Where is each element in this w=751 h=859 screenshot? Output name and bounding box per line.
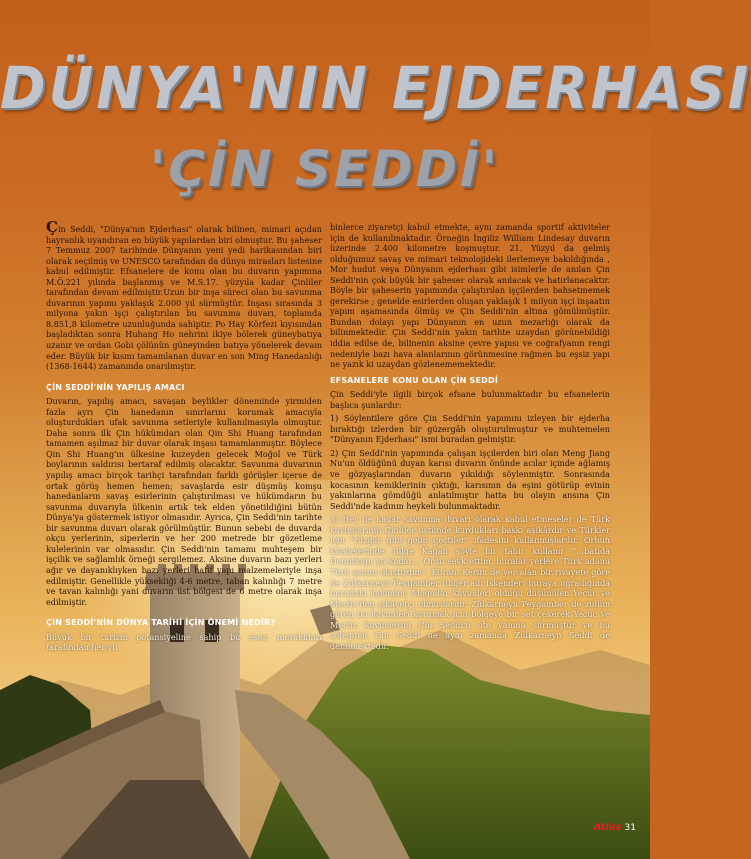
legends-intro: Çin Seddi'yle ilgili birçok efsane bulunmaktadır bu efsanelerin başlıca şunlardır: <box>330 389 610 410</box>
section-heading-legends: EFSANELERE KONU OLAN ÇİN SEDDİ <box>330 375 499 385</box>
magazine-logo: Atlas <box>593 822 622 833</box>
title-line-1: DÜNYA'NIN EJDERHASI <box>0 54 751 122</box>
page-number: 31 <box>624 823 636 833</box>
title-line-2: 'ÇİN SEDDİ' <box>150 140 500 198</box>
left-column <box>46 218 322 656</box>
dropcap: Ç <box>46 218 58 236</box>
legend-item-2: 2) Çin Seddi'nin yapımında çalışan işçilerden biri olan Meng Jiang Nu'un öldüğünü duyan karısı duvarın önünde acılar içinde ağlamış ve gözyaşlarından duvarın yıkıldığı söylenmiştir. Sonrasında kocasının kemiklerinin çıktığı, karısının da eşini götürüp evinin yakınlarına gömdüğü anlatılmıştır hatta bu olayın ansına Çin Seddi'nde kadının heykeli bulunmaktadır. <box>330 447 610 511</box>
legend-item-3: 3) Her ne kadar savunma duvarı olarak kabul etmeseler de Türk kavimlerinin Çinliler üstünde kurdukları baskı aşikârdır ve Türkler için "rüzgâr gibi gelip geçtiler" ifadesini kullanmışlardır. Orhun kitabelerinde Bilge Kağan şöyle bir tabir kullanır "…batıda Demirkapı ya kadar… Ordu sevk ettim, buralar yerlere Türk adamı Türk şanını ulaştırdım". Kuranı Kerim de yer alan bir rivayete göre de Zülkarneyn Peygamber (diğer adı İskender) buraya uğradığında buradaki kavimler, Moğollar kavimleri olduğu düşünülen Yecüc ve Mecüc'den şikâyetçi olmuşlardır. Zülkarneyn Peygamber de zulüm gören bu kavimleri korumak için bölgeye bir set çekerek Yecüc ve Mecüc kavimlerini Çin Seddi'n öte yanına sürmüştür ve bu sebepten Çin Seddi ne aynı zamanda Zülkarneyn Seddi de denilmektedir. <box>330 514 610 651</box>
section-heading-importance: ÇİN SEDDİ'NİN DÜNYA TARİHİ İÇİN ÖNEMİ NEDİR? <box>46 618 276 628</box>
legend-item-1: 1) Söylentilere göre Çin Seddi'nin yapımını izleyen bir ejderha bıraktığı izlerden bir güzergâh oluşturulmuştur ve muhtemelen "Dünyanın Ejderhası" ismi buradan gelmiştir. <box>330 413 610 445</box>
purpose-paragraph: Duvarın, yapılış amacı, savaşan beylikler döneminde yirmiden fazla ayrı Çin hanedanın sınırlarını korumak amacıyla oluşturdukları ufak savunma setleriyle kullanılmasıyla olmuştur. Daha sonra ilk Çin hükümdarı olan Qin Shi Huang tarafından tamamen aşılmaz bir duvar olarak inşası tamamlanmıştır. Böylece Qin Shi Huang'ın ülkesine kuzeyden gelecek Moğol ve Türk boylarının saldırısı bertaraf edilmiş olacaktır. Savunma duvarının yapılış amacı birçok tarihçi tarafından farklı görüşler içerse de ortak görüş hemen hemen; savaşlarda esir düşmüş komşu hanedanların savaş esirlerinin çalıştırılması ve hükümdarın bu savunma duvarıyla ülkenin artık tek elden yönetildiğini bütün Dünya'ya göstermek istiyor olmasıdır. Ayrıca, Çin Seddi'nin tarihte bir savunma duvarı olarak görülmüştür. Bunun sebebi de duvarda okçu yerlerinin, siperlerin ve her 200 metrede bir gözetleme kulelerinin var olmasıdır. Çin Seddi'nin tamamı muhteşem bir işçilik ve sağlamlık örneği sergilemez. Aksine duvarın bazı yerleri ağır ve dayanıklıyken bazı yerleri hafif yapı malzemeleriyle inşa edilmiştir. Genellikle yüksekliği 4-6 metre, taban kalınlığı 7 metre ve tavan kalınlığı yani duvarın üst bölgesi de 6 metre olarak inşa edilmiştir. <box>46 396 322 607</box>
intro-text: in Seddi, "Dünya'nın Ejderhası" olarak bilinen, mimari açıdan hayranlık uyandıran en büyük yapılardan biri olmuştur. Bu şaheser 7 Temmuz 2007 tarihinde Dünyanın yeni yedi harikasından biri olarak seçilmiş ve UNESCO tarafından da dünya mirasları listesine kabul edilmiştir. Efsanelere de konu olan bu duvarın yapımına M.Ö.221 yılında başlanmış ve M.S.17. yüzyıla kadar Çinliler tarafından devam edilmiştir.Uzun bir inşa süreci olan bu savunma duvarının yapımı yaklaşık 2.000 yıl sürmüştür. İnşası sırasında 3 milyona yakın işçi çalıştırılan bu savunma duvarı, toplamda 8.851,8 kilometre uzunluğunda sahiptir. Po Hay Körfezi kıyısından başladıktan sonra Huhang Ho nehrini ikiye bölerek güneybatıya uzanır ve ordan Gobi çölünün güneyinden batıya yönelerek devam eder. Büyük bir kısmı tamamlanan duvar en son Ming Hanedanlığı (1368-1644) zamanında onarılmıştır. <box>46 224 322 372</box>
intro-paragraph <box>46 218 322 372</box>
importance-paragraph: Büyük bir turizm potansiyeline sahip bu eser, meraklıları tarafından her yıl <box>46 631 322 653</box>
section-heading-purpose: ÇİN SEDDİ'NİN YAPILIŞ AMACI <box>46 382 185 392</box>
page-footer <box>594 822 636 833</box>
tourism-paragraph: binlerce ziyaretçi kabul etmekte, aynı zamanda sportif aktiviteler için de kullanılmaktadır. Örneğin İngiliz William Lindesay duvarın üzerinde 2.400 kilometre koşmuştur. 21. Yüzyıl da gelmiş olduğumuz savaş ve mimari teknolojideki ilerlemeye bakıldığında , Mor hudut veya Dünyanın ejderhası gibi isimlerle de anılan Çin Seddi'nin çok büyük bir şaheser olarak anılacak ve hatırlanacaktır. Böyle bir şaheserin yapımında çalıştırılan işçilerden bahsetmemek gerekirse ; genelde esirlerden oluşan yaklaşık 1 milyon işçi inşaatın yapım aşamasında ölmüş ve Çin Seddi'nin altına gömülmüştür. Bundan dolayı yapı Dünyanın en uzun mezarlığı olarak da bilinmektedir. Çin Seddi'nin yakın tarihte uzaydan görünebildiği iddia edilse de, bilinenin aksine çevre yapısı ve coğrafyanın rengi nedeniyle bazı hava alanlarının görünmesine rağmen bu eşsiz yapı ne yazık ki uzaydan gözlenememektedir. <box>330 222 610 370</box>
right-column <box>330 222 610 654</box>
